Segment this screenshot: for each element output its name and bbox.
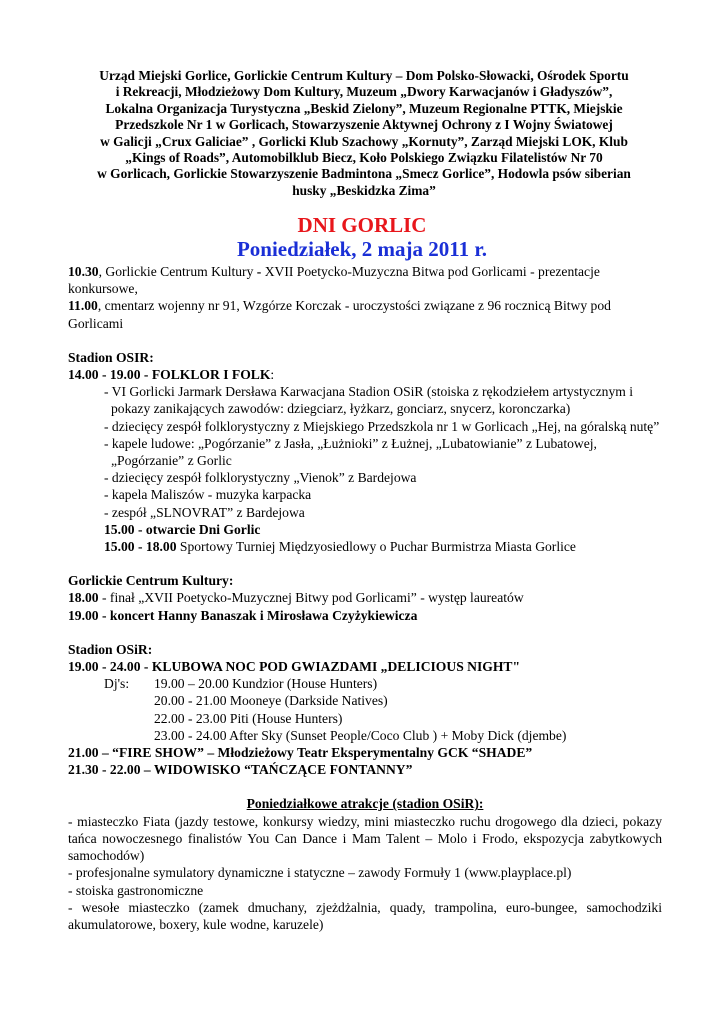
intro-time: 11.00	[68, 298, 98, 314]
dj-row: 22.00 - 23.00 Piti (House Hunters)	[154, 710, 343, 726]
stadion2-heading: Stadion OSiR:	[68, 641, 153, 657]
attraction-item: - miasteczko Fiata (jazdy testowe, konkursy wiedzy, mini miasteczko ruchu drogowego dla dzieci, pokazy tańca nowoczesnego finalistów You Can Dance i Mam Talent – Molo i Frodo, ekspozycja zabytkowych samochodów)	[68, 813, 662, 864]
tourney-item	[104, 538, 662, 555]
program-content	[68, 263, 662, 933]
list-item: - kapele ludowe: „Pogórzanie” z Jasła, „Łużnioki” z Łużnej, „Lubatowianie” z Lubatowej, „Pogórzanie” z Gorlic	[104, 435, 597, 469]
folk-colon: :	[270, 367, 275, 383]
event-date: Poniedziałek, 2 maja 2011 r.	[236, 237, 488, 261]
gck-final	[68, 589, 662, 606]
attraction-item: - wesołe miasteczko (zamek dmuchany, zjeżdżalnia, quady, trampolina, euro-bungee, samochodziki akumulatorowe, boxery, kule wodne, karuzele)	[68, 899, 662, 932]
intro-item	[68, 263, 662, 297]
folk-title: - FOLKLOR I FOLK	[140, 367, 271, 383]
organizers-line: „Kings of Roads”, Automobilklub Biecz, Koło Polskiego Związku Filatelistów Nr 70	[125, 150, 603, 166]
tourney-text: Sportowy Turniej Międzyosiedlowy o Puchar Burmistrza Miasta Gorlice	[176, 539, 576, 555]
list-item: - kapela Maliszów - muzyka karpacka	[104, 487, 312, 503]
gck-concert: 19.00 - koncert Hanny Banaszak i Mirosława Czyżykiewicza	[68, 607, 418, 623]
organizers-line: Przedszkole Nr 1 w Gorlicach, Stowarzyszenie Aktywnej Ochrony z I Wojny Światowej	[115, 117, 613, 133]
intro-text: , cmentarz wojenny nr 91, Wzgórze Korczak - uroczystości związane z 96 rocznicą Bitwy pod Gorlicami	[68, 298, 611, 331]
list-item: - zespół „SLNOVRAT” z Bardejowa	[104, 504, 305, 520]
organizers-line: w Gorlicach, Gorlickie Stowarzyszenie Badmintona „Smecz Gorlice”, Hodowla psów siberian	[97, 166, 631, 182]
organizers-line: w Galicji „Crux Galiciae” , Gorlicki Klub Szachowy „Kornuty”, Zarząd Miejski LOK, Klub	[100, 133, 628, 149]
attractions-heading: Poniedziałkowe atrakcje (stadion OSiR):	[246, 796, 484, 812]
attraction-item: - profesjonalne symulatory dynamiczne i statyczne – zawody Formuły 1 (www.playplace.pl)	[68, 865, 572, 881]
intro-text: , Gorlickie Centrum Kultury	[98, 264, 257, 279]
organizers-line: Urząd Miejski Gorlice, Gorlickie Centrum Kultury – Dom Polsko-Słowacki, Ośrodek Sportu	[99, 68, 629, 83]
folk-block-title	[68, 366, 662, 383]
dj-list	[68, 675, 662, 744]
dj-row: 20.00 - 21.00 Mooneye (Darkside Natives)	[154, 693, 388, 709]
event-title: DNI GORLIC	[297, 213, 427, 237]
organizers-header	[66, 68, 662, 199]
stadion1-heading: Stadion OSIR:	[68, 349, 154, 365]
list-item: - dziecięcy zespół folklorystyczny „Vienok” z Bardejowa	[104, 470, 417, 486]
list-item: - VI Gorlicki Jarmark Dersława Karwacjana Stadion OSiR (stoiska z rękodziełem artystycznym i pokazy zanikających zawodów: dziegciarz, łyżkarz, gonciarz, snycerz, koronczarka)	[104, 384, 633, 417]
dj-row: 23.00 - 24.00 After Sky (Sunset People/Coco Club ) + Moby Dick (djembe)	[154, 727, 567, 743]
folk-list	[68, 383, 662, 521]
organizers-line: husky „Beskidzka Zima”	[292, 182, 436, 198]
gck-heading: Gorlickie Centrum Kultury:	[68, 573, 234, 589]
fire-show: 21.00 – “FIRE SHOW” – Młodzieżowy Teatr Eksperymentalny GCK “SHADE”	[68, 745, 533, 761]
tourney-time: 15.00 - 18.00	[104, 539, 177, 555]
intro-time: 10.30	[68, 264, 99, 279]
opening-item: 15.00 - otwarcie Dni Gorlic	[104, 521, 261, 537]
fountains-show: 21.30 - 22.00 – WIDOWISKO “TAŃCZĄCE FONTANNY”	[68, 762, 413, 778]
list-item: - dziecięcy zespół folklorystyczny z Miejskiego Przedszkola nr 1 w Gorlicach „Hej, na góralską nutę”	[104, 418, 660, 434]
organizers-line: Lokalna Organizacja Turystyczna „Beskid Zielony”, Muzeum Regionalne PTTK, Miejskie	[105, 100, 623, 116]
night-title: 19.00 - 24.00 - KLUBOWA NOC POD GWIAZDAMI „DELICIOUS NIGHT"	[68, 659, 521, 675]
final-text: - finał „XVII Poetycko-Muzycznej Bitwy pod Gorlicami” - występ laureatów	[98, 590, 524, 606]
attraction-item: - stoiska gastronomiczne	[68, 882, 204, 898]
intro-sep: -	[256, 264, 262, 279]
dj-label: Dj's:	[104, 676, 130, 692]
folk-time: 14.00 - 19.00	[68, 367, 141, 383]
intro-item	[68, 297, 662, 331]
folk-extra	[68, 521, 662, 555]
final-time: 18.00	[68, 590, 99, 606]
section-heading	[68, 349, 662, 366]
organizers-line: i Rekreacji, Młodzieżowy Dom Kultury, Muzeum „Dwory Karwacjanów i Gładyszów”,	[115, 84, 613, 100]
intro-text: XVII Poetycko-Muzyczna Bitwa pod Gorlicami - prezentacje konkursowe,	[68, 264, 600, 297]
dj-row: 19.00 – 20.00 Kundzior (House Hunters)	[154, 676, 378, 692]
